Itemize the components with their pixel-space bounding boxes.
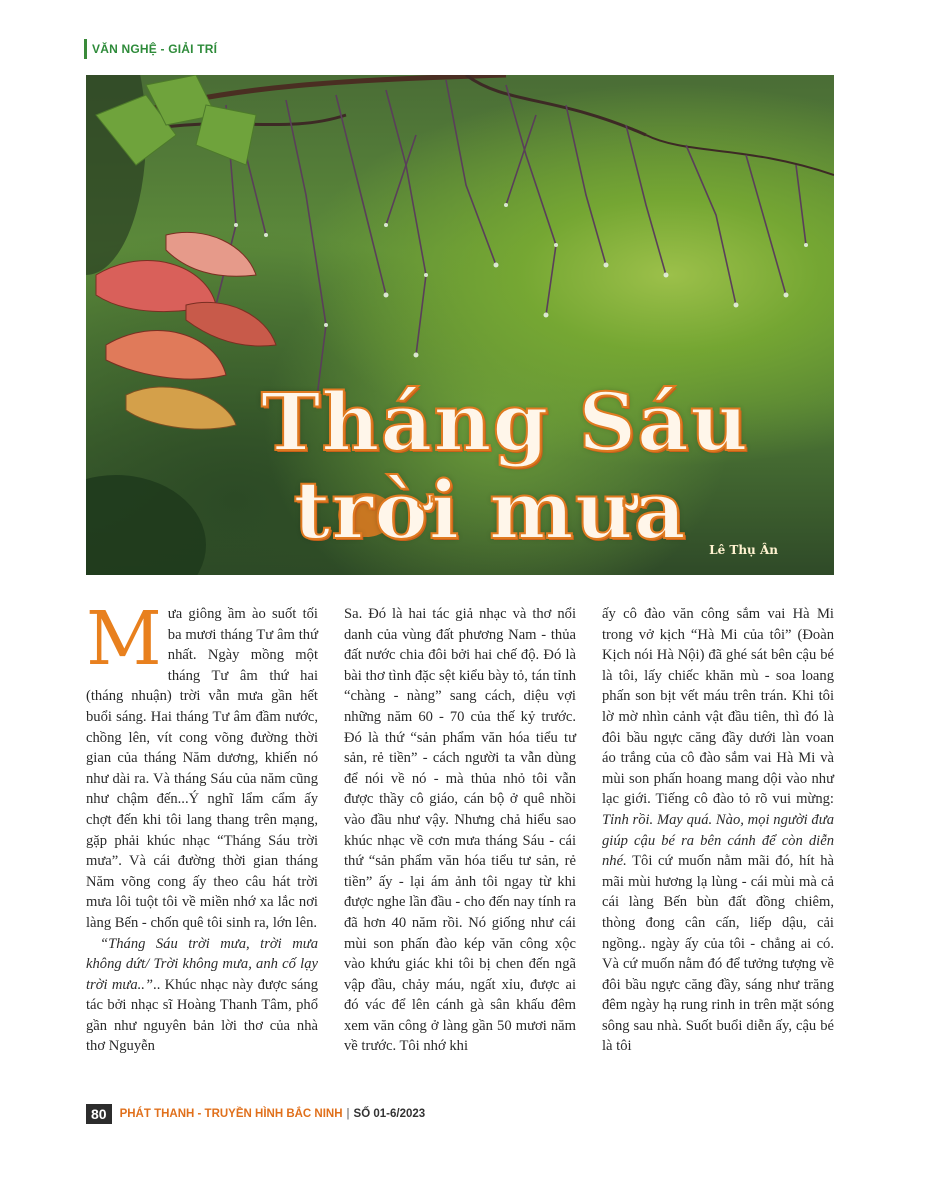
column-2 [344, 604, 576, 1094]
paragraph [86, 934, 318, 1058]
page-number: 80 [86, 1104, 112, 1124]
article-body [86, 596, 834, 1094]
paragraph-text: Tôi cứ muốn nằm mãi đó, hít hà mãi mùi hương lạ lùng - cái mùi mà cả cái làng Bến bùn đất đồng chiêm, thòng đong cân cấn, liếp dậu, cải ngồng.. ngày ấy của tôi - chẳng ai có. Và cứ muốn nằm đó để tưởng tượng về đôi bầu ngực căng đầy, sáng như trăng đêm ngày hạ rung rinh in trên mặt sóng sông sau nhà. Suốt buổi diễn ấy, cậu bé là tôi [602, 853, 834, 1055]
footer-separator: | [346, 1108, 350, 1120]
paragraph [344, 604, 576, 1057]
paragraph-text: ưa giông ầm ào suốt tối ba mươi tháng Tư âm thứ nhất. Ngày mồng một tháng Tư âm thứ hai (tháng nhuận) trời vẫn mưa gần hết buổi sáng. Hai tháng Tư âm đầm nước, chồng lên, vít cong võng đường thời gian của tháng Năm dương, khiến nó như dài ra. Và tháng Sáu của năm cũng như chậm đến...Ý nghĩ lẩm cẩm ấy chợt đến khi tôi lang thang trên mạng, gặp phải khúc nhạc “Tháng Sáu trời mưa”. Và cái đường thời gian tháng Năm võng cong ấy theo câu hát trời mưa lôi tuột tôi về miền nhớ xa lắc nơi làng Bến - chốn quê tôi sinh ra, lớn lên. [86, 606, 318, 931]
column-1 [86, 596, 319, 1094]
page-footer [86, 1102, 425, 1126]
article-title-line2: trời mưa [293, 463, 687, 557]
paragraph-text: .. Khúc nhạc này được sáng tác bởi nhạc sĩ Hoàng Thanh Tâm, phổ gần như nguyên bản lời thơ của nhà thơ Nguyễn [86, 976, 319, 1055]
section-label: VĂN NGHỆ - GIẢI TRÍ [92, 42, 218, 56]
article-title-line1: Tháng Sáu [260, 375, 750, 469]
publication-name: PHÁT THANH - TRUYỀN HÌNH BẮC NINH [119, 1108, 343, 1120]
quote-text: Tỉnh rồi. May quá. Nào, mọi người đưa giúp cậu bé ra bên cánh để còn diễn nhé. [602, 811, 834, 870]
quote-text: “Tháng Sáu trời mưa, trời mưa không dứt/ Trời không mưa, anh cố lạy trời mưa..” [86, 935, 318, 993]
paragraph [602, 604, 834, 1057]
column-3 [602, 604, 834, 1094]
hero-image [86, 75, 834, 575]
drop-cap: M [86, 596, 162, 682]
author-byline: Lê Thụ Ân [709, 543, 778, 557]
section-header [84, 38, 217, 60]
paragraph-text: Sa. Đó là hai tác giả nhạc và thơ nổi danh của vùng đất phương Nam - thủa đất nước chia đôi bởi hai chế độ. Đó là bài thơ tình đặc sệt kiểu bày tỏ, tán tỉnh “chàng - nàng” sang cách, diệu vợi những năm 60 - 70 của thế kỷ trước. Đó là thứ “sản phẩm văn hóa tiểu tư sản, rẻ tiền” - cách người ta vẫn dùng để nói về nó - mà thủa nhỏ tôi vẫn được thầy cô giáo, cán bộ ở quê nhồi vào đầu như vậy. Nhưng chả hiểu sao khúc nhạc về cơn mưa tháng Sáu - cái thứ “sản phẩm văn hóa tiểu tư sản, rẻ tiền” ấy - lại ám ảnh tôi ngay từ khi được nghe lần đầu - cho đến nay tính ra đã hơn 40 năm rồi. Nó giống như cái mùi son phấn đào kép văn công xộc vào khứu giác khi tôi bị chen đến ngã vập đầu, chảy máu, ngất xỉu, được ai đó vác để lên cánh gà sân khấu đêm xem văn công ở làng gần 50 mươi năm về trước. Tôi nhớ khi [344, 606, 576, 1055]
paragraph [86, 596, 318, 934]
paragraph-text: ấy cô đào văn công sắm vai Hà Mi trong vở kịch “Hà Mi của tôi” (Đoàn Kịch nói Hà Nội) đã ghé sát bên cậu bé là tôi, lấy chiếc khăn mù - soa loang phấn son bịt vết máu trên trán. Khi tôi lờ mờ nhìn cảnh vật đầu tiên, thì đó là đôi bầu ngực căng đầy dưới làn voan áo trắng của cô đào sắm vai Hà Mi và mùi son phấn hoang mang dội vào như lạc giới. Tiếng cô đào tỏ rõ vui mừng: [602, 606, 834, 808]
issue-number: SỐ 01-6/2023 [353, 1108, 426, 1120]
section-bar [84, 39, 87, 59]
